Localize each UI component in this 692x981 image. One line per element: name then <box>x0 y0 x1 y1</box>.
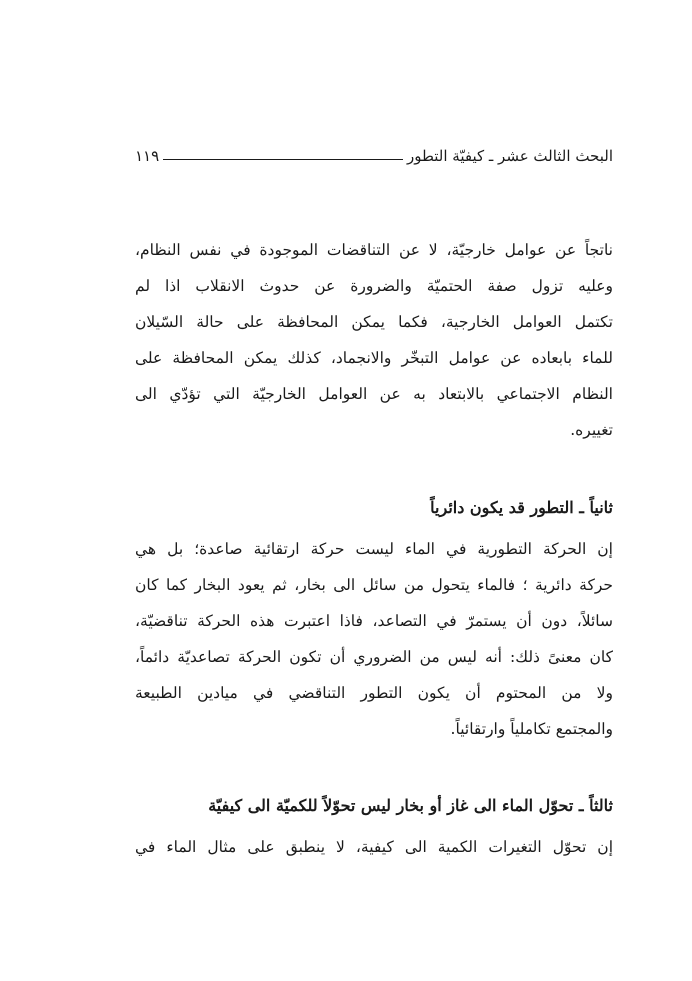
text-line: حركة دائرية ؛ فالماء يتحول من سائل الى بخار، ثم يعود البخار كما كان <box>135 576 613 594</box>
section-heading-2: ثانياً ـ التطور قد يكون دائرياً <box>430 498 613 517</box>
text-line: ناتجاً عن عوامل خارجيّة، لا عن التناقضات الموجودة في نفس النظام، <box>135 241 613 259</box>
section-heading-3: ثالثاً ـ تحوّل الماء الى غاز أو بخار ليس تحوّلاً للكميّة الى كيفيّة <box>208 796 613 815</box>
text-line: وعليه تزول صفة الحتميّة والضرورة عن حدوث الانقلاب اذا لم <box>135 277 613 295</box>
text-line: ولا من المحتوم أن يكون التطور التناقضي في ميادين الطبيعة <box>135 684 613 702</box>
running-head <box>135 142 613 170</box>
header-rule <box>163 159 403 160</box>
text-line: تغييره. <box>570 421 613 439</box>
text-line: النظام الاجتماعي بالابتعاد به عن العوامل الخارجيّة التي تؤدّي الى <box>135 385 613 403</box>
text-line: إن تحوّل التغيرات الكمية الى كيفية، لا ينطبق على مثال الماء في <box>135 838 613 856</box>
paragraph-1 <box>135 232 613 448</box>
page-number: ١١٩ <box>135 147 160 165</box>
paragraph-3 <box>135 829 613 865</box>
text-line: إن الحركة التطورية في الماء ليست حركة ارتقائية صاعدة؛ بل هي <box>135 540 613 558</box>
text-line: والمجتمع تكاملياً وارتقائياً. <box>450 720 613 738</box>
text-line: سائلاً، دون أن يستمرّ في التصاعد، فاذا اعتبرت هذه الحركة تناقضيّة، <box>135 612 613 630</box>
text-line: للماء بابعاده عن عوامل التبخّر والانجماد، كذلك يمكن المحافظة على <box>135 349 613 367</box>
text-line: تكتمل العوامل الخارجية، فكما يمكن المحافظة على حالة السّيلان <box>135 313 613 331</box>
text-line: كان معنىً ذلك: أنه ليس من الضروري أن تكون الحركة تصاعديّة دائماً، <box>135 648 613 666</box>
chapter-title: البحث الثالث عشر ـ كيفيّة التطور <box>406 147 613 165</box>
paragraph-2 <box>135 531 613 747</box>
